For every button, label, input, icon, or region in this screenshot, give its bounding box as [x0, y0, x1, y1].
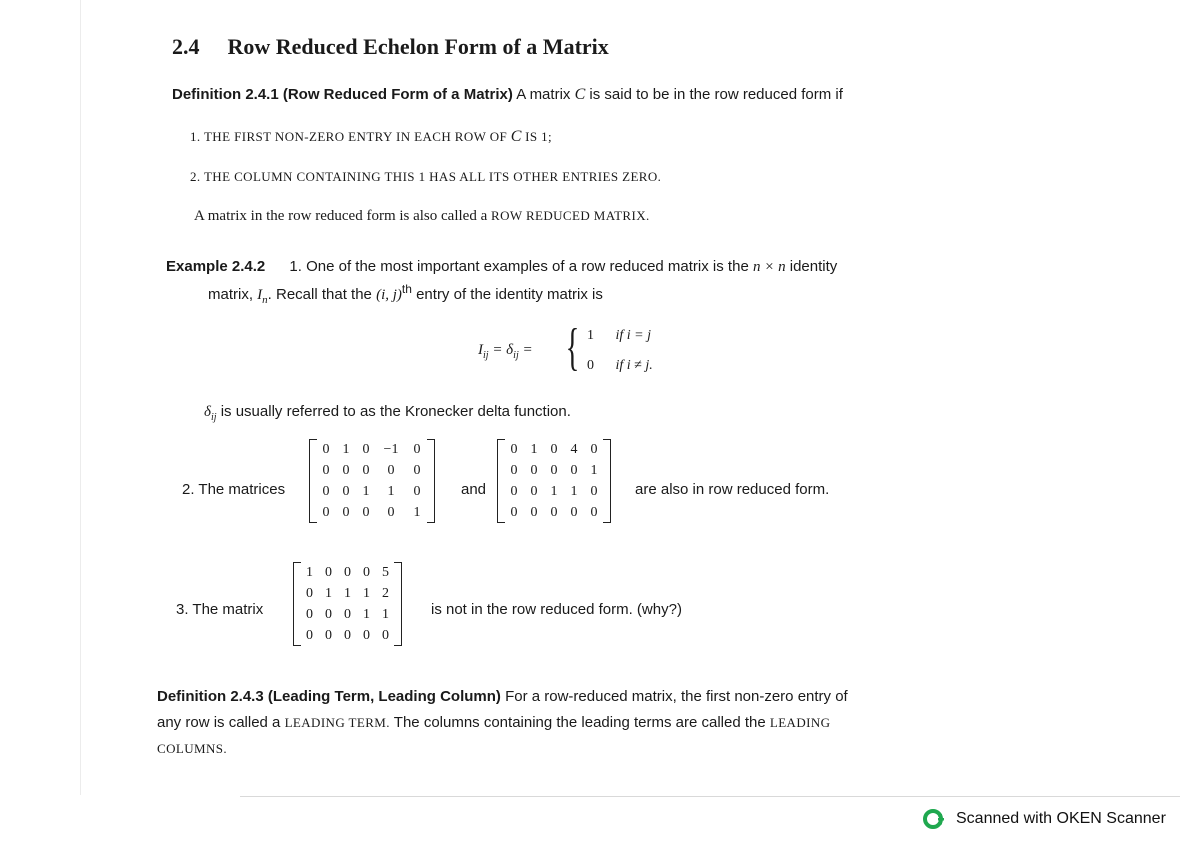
- section-heading: [172, 34, 609, 60]
- page-edge: [80, 0, 81, 795]
- kronecker-sentence: [204, 403, 571, 423]
- matrix-cell: 0: [325, 628, 332, 643]
- definition-remark: [194, 208, 650, 225]
- case-1: [587, 328, 651, 344]
- matrix-cell: 0: [590, 484, 598, 499]
- item-2-tail: are also in row reduced form.: [635, 481, 830, 498]
- matrix-cell: 4: [570, 442, 578, 457]
- item-3-tail: is not in the row reduced form. (why?): [431, 601, 682, 618]
- oken-scanner-logo-icon: [922, 808, 948, 830]
- matrix-cell: 1: [363, 586, 370, 601]
- math-sub: ij: [513, 350, 519, 361]
- math-var: C: [510, 128, 522, 145]
- example-label: Example 2.4.2: [166, 258, 266, 275]
- matrix-cell: 0: [590, 505, 598, 520]
- matrix-cell: 1: [342, 442, 350, 457]
- matrix-cell: 0: [530, 505, 538, 520]
- matrix-cell: 0: [550, 463, 558, 478]
- definition-label: Definition 2.4.3 (Leading Term, Leading Column): [157, 688, 501, 705]
- example-text: entry of the identity matrix is: [411, 286, 603, 303]
- math-var: C: [574, 86, 586, 103]
- matrix-cell: 1: [362, 484, 370, 499]
- example-2-4-2-line-1: [166, 258, 837, 276]
- and-text: and: [461, 481, 487, 498]
- matrix-cell: 0: [322, 442, 330, 457]
- matrix-cell: 0: [570, 505, 578, 520]
- matrix-cell: 1: [387, 484, 395, 499]
- case-value: 0: [587, 358, 594, 373]
- item-text: 1. THE FIRST NON-ZERO ENTRY IN EACH ROW OF: [190, 129, 511, 144]
- math-var: I: [478, 342, 483, 358]
- matrix-cell: 1: [550, 484, 558, 499]
- bottom-rule: [240, 796, 1180, 797]
- definition-2-4-1: [172, 86, 843, 104]
- matrix-cell: 0: [530, 463, 538, 478]
- definition-item-1: [190, 128, 552, 146]
- item-text: IS 1;: [521, 129, 553, 144]
- matrix-cell: 0: [322, 463, 330, 478]
- smallcaps-term: LEADING: [769, 715, 831, 730]
- matrix-cell: 0: [342, 463, 350, 478]
- case-value: 1: [587, 328, 594, 343]
- example-text: matrix,: [208, 286, 258, 303]
- example-2-4-2-line-2: [208, 282, 603, 306]
- matrix-cell: 0: [387, 463, 395, 478]
- definition-2-4-3-line-1: [157, 688, 848, 705]
- math-expr: =: [518, 342, 533, 358]
- matrix-a: [309, 439, 435, 523]
- matrix-cell: 1: [363, 607, 370, 622]
- definition-2-4-3-line-3: [157, 740, 227, 757]
- matrix-cell: 1: [590, 463, 598, 478]
- definition-2-4-3-line-2: [157, 714, 830, 731]
- matrix-cell: 0: [362, 505, 370, 520]
- matrix-cell: 0: [510, 463, 518, 478]
- math-sub: ij: [483, 350, 489, 361]
- matrix-cell: 0: [382, 628, 389, 643]
- item-3-label: 3. The matrix: [176, 601, 264, 618]
- definition-text: For a row-reduced matrix, the first non-zero entry of: [500, 688, 848, 705]
- smallcaps-term: COLUMNS.: [157, 741, 228, 756]
- matrix-cell: 1: [344, 586, 351, 601]
- definition-text: A matrix: [516, 86, 575, 103]
- math-var: I: [257, 287, 263, 303]
- matrix-cell: 5: [382, 565, 389, 580]
- definition-text: is said to be in the row reduced form if: [585, 86, 843, 103]
- remark-text: A matrix in the row reduced form is also called a: [194, 208, 491, 224]
- section-number: 2.4: [172, 34, 200, 59]
- matrix-b: [497, 439, 611, 523]
- matrix-cell: 1: [382, 607, 389, 622]
- example-text: identity: [785, 258, 838, 275]
- math-sub: n: [262, 294, 268, 306]
- matrix-cell: 1: [530, 442, 538, 457]
- remark-smallcaps: ROW REDUCED MATRIX.: [491, 208, 650, 223]
- matrix-cell: 0: [325, 607, 332, 622]
- case-2: [587, 358, 653, 374]
- matrix-cell: 0: [413, 442, 421, 457]
- matrix-cell: 0: [325, 565, 332, 580]
- definition-text: The columns containing the leading terms are called the: [389, 714, 770, 731]
- section-title: Row Reduced Echelon Form of a Matrix: [227, 34, 609, 59]
- matrix-cell: 0: [322, 505, 330, 520]
- matrix-cell: 2: [382, 586, 389, 601]
- matrix-cell: 0: [344, 628, 351, 643]
- scanner-watermark-text: Scanned with OKEN Scanner: [956, 810, 1166, 827]
- matrix-cell: 1: [325, 586, 332, 601]
- math-sub: ij: [210, 412, 217, 423]
- example-text: 1. One of the most important examples of a row reduced matrix is the: [289, 258, 753, 275]
- math-var: δ: [204, 404, 211, 420]
- case-condition: if i ≠ j.: [615, 358, 653, 373]
- matrix-cell: 0: [306, 628, 313, 643]
- example-text: is usually referred to as the Kronecker delta function.: [216, 403, 571, 420]
- math-expr: (i, j): [376, 287, 402, 303]
- matrix-cell: 1: [570, 484, 578, 499]
- matrix-cell: 1: [306, 565, 313, 580]
- superscript: th: [401, 282, 412, 296]
- identity-equation: [478, 342, 533, 361]
- matrix-c-grid: [294, 562, 401, 646]
- matrix-cell: 0: [413, 484, 421, 499]
- matrix-cell: 0: [570, 463, 578, 478]
- item-text: 2. THE COLUMN CONTAINING THIS 1 HAS ALL ITS OTHER ENTRIES ZERO.: [190, 169, 662, 184]
- matrix-b-grid: [498, 439, 610, 523]
- matrix-cell: 0: [530, 484, 538, 499]
- example-text: . Recall that the: [267, 286, 377, 303]
- matrix-cell: 0: [344, 565, 351, 580]
- matrix-cell: 0: [413, 463, 421, 478]
- definition-text: any row is called a: [157, 714, 285, 731]
- matrix-cell: −1: [383, 442, 399, 457]
- matrix-cell: 0: [550, 442, 558, 457]
- matrix-c: [293, 562, 402, 646]
- cases-brace: {: [565, 319, 580, 376]
- matrix-cell: 0: [342, 505, 350, 520]
- smallcaps-term: LEADING TERM.: [284, 715, 390, 730]
- matrix-cell: 0: [362, 442, 370, 457]
- matrix-cell: 0: [363, 628, 370, 643]
- matrix-cell: 0: [363, 565, 370, 580]
- matrix-cell: 0: [306, 607, 313, 622]
- math-expr: = δ: [488, 342, 514, 358]
- matrix-cell: 0: [387, 505, 395, 520]
- matrix-cell: 1: [413, 505, 421, 520]
- matrix-cell: 0: [344, 607, 351, 622]
- case-condition: if i = j: [615, 328, 652, 343]
- matrix-cell: 0: [322, 484, 330, 499]
- matrix-cell: 0: [510, 484, 518, 499]
- scanner-watermark: [922, 808, 1166, 830]
- item-2-label: 2. The matrices: [182, 481, 286, 498]
- definition-label: Definition 2.4.1 (Row Reduced Form of a Matrix): [172, 86, 513, 103]
- matrix-cell: 0: [510, 442, 518, 457]
- math-expr: n × n: [752, 259, 786, 275]
- matrix-cell: 0: [342, 484, 350, 499]
- matrix-cell: 0: [306, 586, 313, 601]
- matrix-cell: 0: [510, 505, 518, 520]
- matrix-cell: 0: [362, 463, 370, 478]
- definition-item-2: [190, 169, 661, 186]
- matrix-cell: 0: [590, 442, 598, 457]
- matrix-a-grid: [310, 439, 434, 523]
- matrix-cell: 0: [550, 505, 558, 520]
